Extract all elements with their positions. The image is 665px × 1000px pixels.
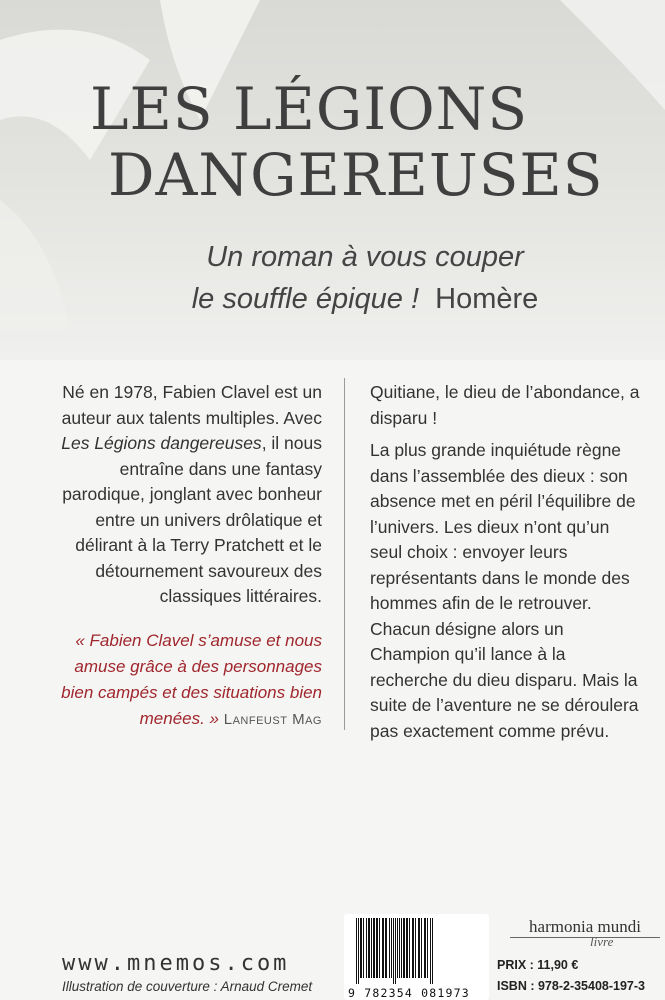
barcode-digits: 9 782354 081973	[348, 986, 470, 1000]
barcode-bar	[379, 918, 380, 978]
barcode-bar	[418, 918, 420, 978]
synopsis-paragraph-2: La plus grande inquiétude règne dans l’assemblée des dieux : son absence met en péril l’équilibre de l’univers. Les dieux n’ont qu’un seul choix : envoyer leurs représentants dans le monde des hommes afin de le retrouver. Chacun désigne alors un Champion qu’il lance à la recherche du dieu disparu. Mais la suite de l’aventure ne se déroulera pas exactement comme prévu.	[370, 440, 639, 741]
barcode-bar	[376, 918, 378, 978]
barcode-guard-bar	[432, 918, 433, 984]
barcode-bar	[360, 918, 362, 978]
publisher-logo-rule	[510, 937, 660, 938]
author-bio-book-title: Les Légions dangereuses	[61, 433, 262, 453]
barcode-bar	[406, 918, 408, 978]
barcode-bar	[371, 918, 372, 978]
press-quote-text: « Fabien Clavel s’amuse et nous amuse grâce à des personnages bien campés et des situations bien menées. »	[61, 631, 322, 728]
synopsis	[370, 380, 640, 751]
author-bio-part2: , il nous entraîne dans une fantasy parodique, jonglant avec bonheur entre un univers drôlatique et délirant à la Terry Pratchett et le détournement savoureux des classiques littéraires.	[62, 433, 322, 606]
barcode-bar	[403, 918, 405, 978]
tagline	[130, 236, 600, 320]
barcode-bar	[421, 918, 422, 978]
author-bio-paragraph	[60, 380, 322, 610]
publisher-website: www.mnemos.com	[62, 951, 290, 976]
isbn: ISBN : 978-2-35408-197-3	[497, 979, 645, 993]
barcode-bars	[352, 918, 482, 984]
barcode-bar	[373, 918, 375, 978]
barcode-bar	[424, 918, 426, 978]
barcode-guard-bar	[430, 918, 431, 984]
author-bio-part1: Né en 1978, Fabien Clavel est un auteur aux talents multiples. Avec	[61, 382, 322, 428]
column-divider	[344, 378, 345, 730]
barcode-bar	[389, 918, 390, 978]
barcode-bar	[366, 918, 367, 978]
publisher-name: harmonia mundi	[529, 917, 641, 936]
tagline-line-2	[130, 278, 600, 320]
barcode-bar	[399, 918, 400, 978]
tagline-attribution: Homère	[435, 283, 539, 315]
press-quote	[40, 628, 322, 733]
barcode-bar	[382, 918, 384, 978]
publisher-logo	[510, 917, 660, 947]
author-bio	[60, 380, 322, 610]
barcode-guard-bar	[393, 918, 394, 984]
publisher-sub: livre	[590, 934, 614, 949]
barcode-guard-bar	[395, 918, 396, 984]
barcode-guard-bar	[358, 918, 359, 984]
barcode-bar	[397, 918, 398, 978]
barcode-bar	[409, 918, 410, 978]
barcode-bar	[368, 918, 370, 978]
barcode-bar	[415, 918, 416, 978]
press-quote-source: Lanfeust Mag	[223, 711, 322, 728]
tagline-italic-2: le souffle épique !	[191, 283, 420, 315]
book-title	[90, 75, 604, 209]
barcode-guard-bar	[356, 918, 357, 984]
barcode-bar	[391, 918, 392, 978]
barcode	[344, 914, 489, 1000]
price: PRIX : 11,90 €	[497, 958, 579, 972]
barcode-bar	[427, 918, 428, 978]
barcode-bar	[412, 918, 414, 978]
synopsis-paragraph-1: Quitiane, le dieu de l’abondance, a disparu !	[370, 382, 640, 428]
illustration-credit: Illustration de couverture : Arnaud Cremet	[62, 979, 313, 994]
title-line-2: DANGEREUSES	[108, 141, 604, 209]
barcode-bar	[363, 918, 364, 978]
barcode-bar	[401, 918, 402, 978]
tagline-italic-1: Un roman à vous couper	[206, 241, 524, 273]
tagline-line-1	[130, 236, 600, 278]
barcode-bar	[385, 918, 387, 978]
title-line-1: LES LÉGIONS	[90, 75, 529, 143]
